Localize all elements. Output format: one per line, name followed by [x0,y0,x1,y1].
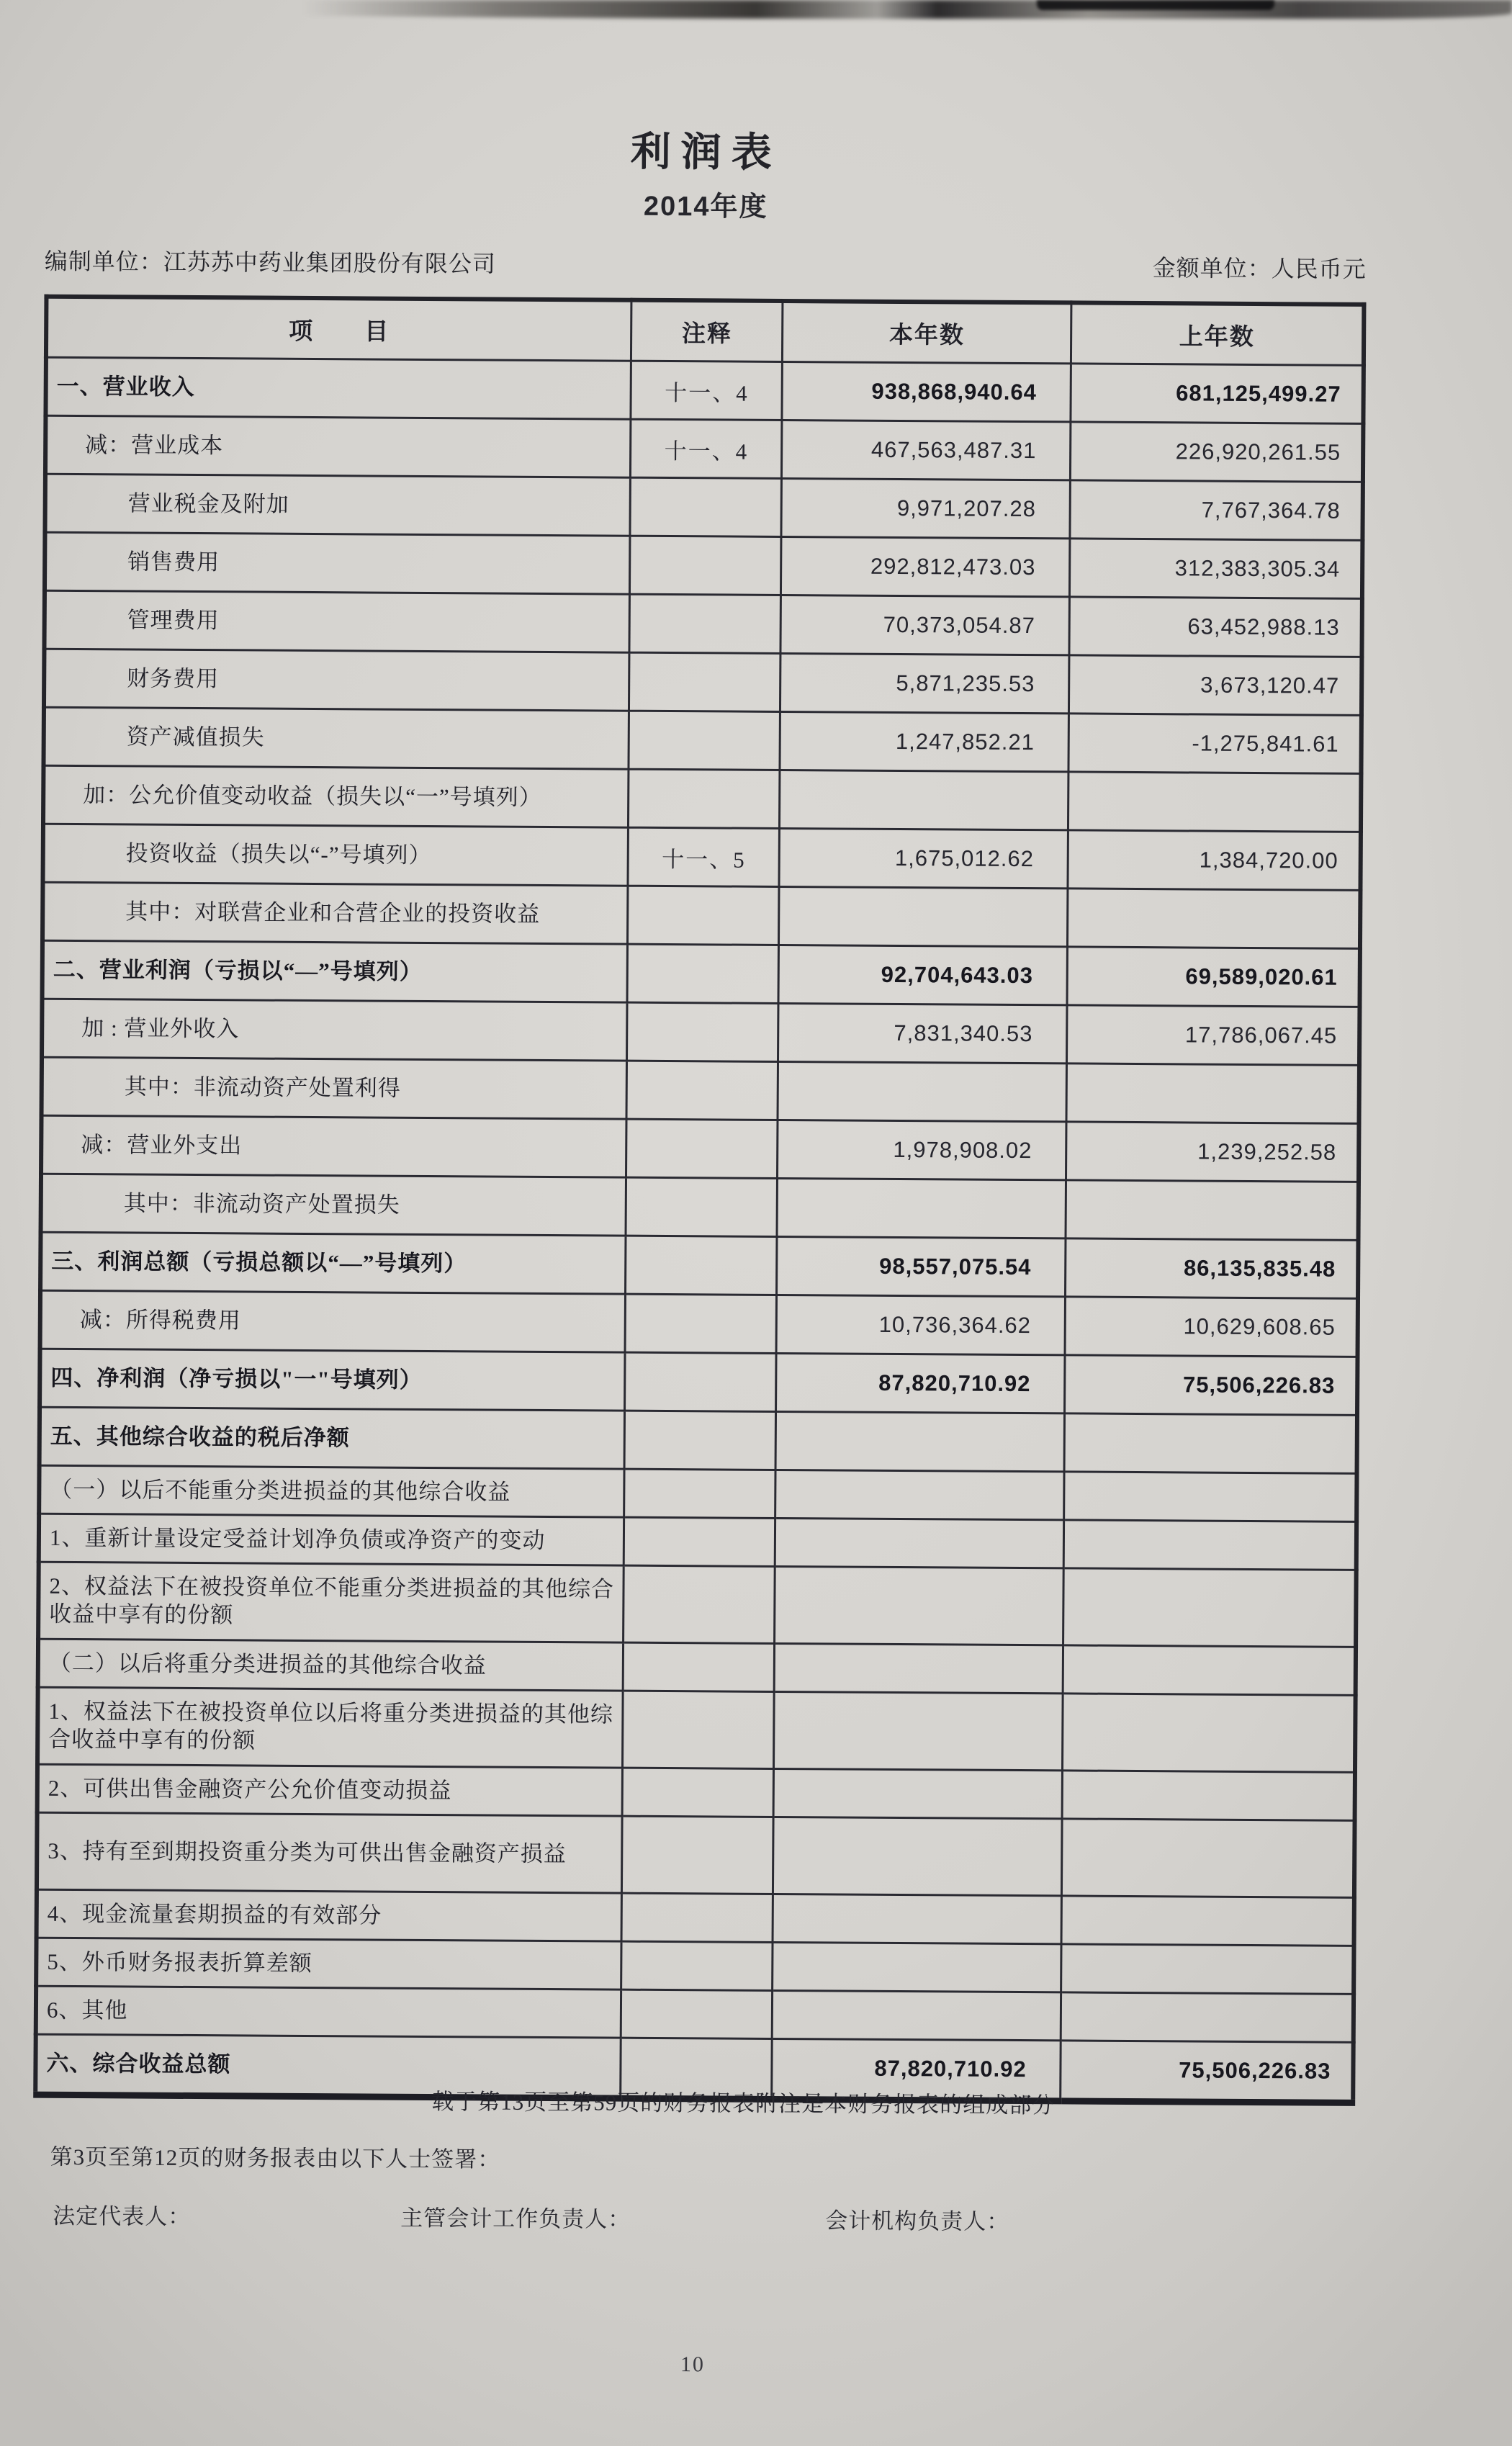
row-prior-value [1063,1645,1356,1695]
row-prior-value [1066,1180,1359,1240]
row-note [624,1565,775,1643]
row-note [621,1989,773,2038]
row-note [622,1768,774,1817]
row-current-value [778,1061,1066,1121]
row-note [623,1642,775,1691]
row-item-label: 减：所得税费用 [40,1290,626,1352]
row-item-label: 1、权益法下在被投资单位以后将重分类进损益的其他综合收益中享有的份额 [37,1687,623,1768]
table-row [43,765,1361,832]
table-row [45,532,1362,598]
row-note [626,1177,778,1236]
row-item-label: 加：公允价值变动收益（损失以“一”号填列） [43,765,629,827]
row-prior-value [1063,1568,1356,1647]
table-row [38,1639,1356,1695]
row-note [623,1691,775,1768]
row-current-value: 70,373,054.87 [780,595,1069,655]
row-prior-value [1063,1520,1356,1570]
row-item-label: 1、重新计量设定受益计划净负债或净资产的变动 [39,1514,624,1565]
row-current-value [777,1178,1066,1238]
row-note [629,594,781,653]
table-row [43,707,1361,773]
row-prior-value: 7,767,364.78 [1070,480,1363,540]
row-item-label: 一、营业收入 [45,357,631,419]
row-prior-value [1061,1944,1354,1994]
row-current-value: 10,736,364.62 [776,1295,1065,1354]
row-item-label: 三、利润总额（亏损总额以“—”号填列） [40,1232,626,1294]
row-prior-value: 75,506,226.83 [1061,2041,1354,2103]
row-prior-value: 63,452,988.13 [1069,597,1362,657]
table-row [40,1232,1358,1298]
row-current-value: 1,247,852.21 [780,711,1068,771]
income-statement-table [33,294,1366,2106]
table-row [40,1407,1357,1473]
table-row [36,1986,1354,2042]
table-row [40,1290,1358,1357]
table-row [45,415,1363,482]
report-period: 2014年度 [643,191,768,222]
row-item-label: 财务费用 [44,649,629,711]
row-item-label: 四、净利润（净亏损以"一"号填列） [40,1349,625,1411]
row-item-label: 减：营业外支出 [41,1115,626,1177]
row-prior-value: 17,786,067.45 [1067,1005,1360,1065]
row-note [627,1002,779,1061]
row-note [624,1517,775,1566]
row-prior-value [1063,1694,1356,1772]
row-note [621,1941,773,1990]
row-prior-value: 1,384,720.00 [1068,830,1361,890]
row-current-value: 292,812,473.03 [781,536,1070,596]
page-number: 10 [680,2352,706,2377]
row-note [626,1236,778,1295]
row-prior-value [1062,1819,1355,1897]
chief-accountant-label: 主管会计工作负责人： [400,2205,631,2232]
row-prior-value [1062,1771,1355,1820]
row-note [628,769,780,828]
row-prior-value: 69,589,020.61 [1067,947,1360,1007]
statement-footnote: 载于第13页至第59页的财务报表附注是本财务报表的组成部分 [431,2089,1056,2118]
row-note [626,1061,778,1120]
row-prior-value: 681,125,499.27 [1071,364,1364,423]
row-note [628,886,780,945]
row-item-label: 六、综合收益总额 [35,2034,621,2098]
row-item-label: （一）以后不能重分类进损益的其他综合收益 [39,1465,624,1517]
table-row [41,1115,1359,1182]
row-item-label: （二）以后将重分类进损益的其他综合收益 [38,1639,624,1691]
row-current-value [775,1518,1064,1568]
row-prior-value [1066,1064,1359,1123]
signature-intro-line: 第3页至第12页的财务报表由以下人士签署： [50,2144,501,2172]
row-note [624,1469,776,1518]
table-row [38,1562,1356,1647]
row-item-label: 其中：对联营企业和合营企业的投资收益 [42,882,628,944]
row-item-label: 其中：非流动资产处置利得 [42,1057,627,1119]
row-prior-value [1061,1992,1354,2042]
row-current-value [773,1894,1061,1943]
legal-representative-label: 法定代表人： [53,2203,192,2230]
row-prior-value [1064,1472,1357,1521]
row-item-label: 二、营业利润（亏损以“—”号填列） [42,940,628,1002]
row-current-value: 467,563,487.31 [782,420,1071,480]
row-item-label: 营业税金及附加 [45,474,630,536]
column-header-current-year: 本年数 [783,301,1071,364]
row-item-label: 资产减值损失 [43,707,629,769]
row-item-label: 减：营业成本 [45,415,631,477]
row-prior-value [1068,772,1362,832]
row-item-label: 4、现金流量套期损益的有效部分 [37,1889,622,1941]
table-row [39,1514,1356,1570]
table-row [42,1057,1359,1123]
row-item-label: 加 : 营业外收入 [42,999,627,1061]
table-row [41,1174,1359,1240]
row-prior-value: 1,239,252.58 [1066,1122,1359,1182]
row-note [624,1411,776,1470]
table-row [42,999,1359,1065]
table-row [37,1764,1355,1820]
row-current-value: 1,978,908.02 [778,1120,1066,1179]
meta-row [45,243,1367,284]
column-header-prior-year: 上年数 [1071,302,1364,365]
row-note [625,1294,777,1353]
row-prior-value: 86,135,835.48 [1066,1238,1359,1298]
row-item-label: 五、其他综合收益的税后净额 [40,1407,625,1469]
row-current-value [774,1691,1063,1770]
prepared-by-label: 编制单位：江苏苏中药业集团股份有限公司 [44,248,496,277]
table-header-row [46,297,1364,366]
row-current-value: 92,704,643.03 [778,945,1067,1004]
row-current-value: 5,871,235.53 [780,653,1069,713]
row-current-value: 7,831,340.53 [778,1003,1067,1063]
table-row [39,1465,1356,1521]
row-note: 十一、5 [628,827,780,886]
table-row [42,940,1360,1007]
row-item-label: 其中：非流动资产处置损失 [41,1174,626,1236]
row-note [627,944,779,1003]
row-note [621,1893,773,1942]
row-current-value [773,1817,1062,1895]
row-item-label: 管理费用 [44,590,629,652]
row-note [630,477,782,536]
table-row [45,357,1363,423]
table-row [42,882,1360,948]
row-prior-value: 10,629,608.65 [1065,1297,1358,1357]
table-row [45,474,1362,540]
column-header-item: 项 目 [46,297,631,361]
row-current-value [775,1411,1064,1471]
page-title: 利润表 [630,128,782,175]
row-current-value [779,886,1068,946]
table-row [42,824,1360,890]
row-item-label: 2、可供出售金融资产公允价值变动损益 [37,1764,623,1816]
row-current-value [775,1566,1063,1645]
row-note [625,1352,777,1411]
row-current-value: 98,557,075.54 [777,1236,1066,1296]
row-note [629,711,780,770]
row-prior-value [1061,1896,1354,1946]
accounting-head-label: 会计机构负责人： [825,2208,1010,2234]
row-prior-value: 226,920,261.55 [1071,422,1364,482]
row-note: 十一、4 [631,361,783,420]
row-current-value [775,1643,1063,1693]
row-prior-value [1068,889,1361,948]
row-prior-value [1064,1413,1357,1473]
row-current-value: 938,868,940.64 [782,361,1071,421]
row-note [621,1816,773,1894]
row-prior-value: 3,673,120.47 [1069,655,1362,715]
row-item-label: 销售费用 [45,532,630,594]
table-row [36,1938,1354,1994]
row-note [629,536,781,595]
table-row [44,649,1362,715]
row-current-value: 9,971,207.28 [781,478,1070,538]
row-note [629,652,780,711]
row-prior-value: 312,383,305.34 [1070,539,1363,598]
row-item-label: 2、权益法下在被投资单位不能重分类进损益的其他综合收益中享有的份额 [38,1562,624,1642]
row-item-label: 投资收益（损失以“-”号填列） [42,824,628,886]
row-note: 十一、4 [630,419,782,478]
row-prior-value: -1,275,841.61 [1068,714,1362,773]
table-row [40,1349,1357,1415]
row-current-value [773,1990,1061,2040]
row-current-value [780,770,1068,829]
row-item-label: 5、外币财务报表折算差额 [36,1938,621,1989]
row-current-value [773,1942,1061,1992]
row-current-value: 1,675,012.62 [779,828,1068,888]
row-current-value: 87,820,710.92 [772,2038,1061,2100]
currency-unit-label: 金额单位：人民币元 [1152,255,1367,282]
column-header-note: 注释 [631,300,783,362]
row-current-value [774,1768,1063,1818]
row-item-label: 3、持有至到期投资重分类为可供出售金融资产损益 [37,1812,622,1893]
table-row [37,1812,1355,1897]
table-row [37,1889,1354,1946]
row-item-label: 6、其他 [36,1986,621,2038]
row-prior-value: 75,506,226.83 [1065,1355,1358,1415]
row-note [626,1119,778,1178]
row-current-value: 87,820,710.92 [776,1353,1065,1413]
row-current-value [775,1470,1064,1519]
table-row [44,590,1362,657]
table-row [37,1687,1356,1772]
